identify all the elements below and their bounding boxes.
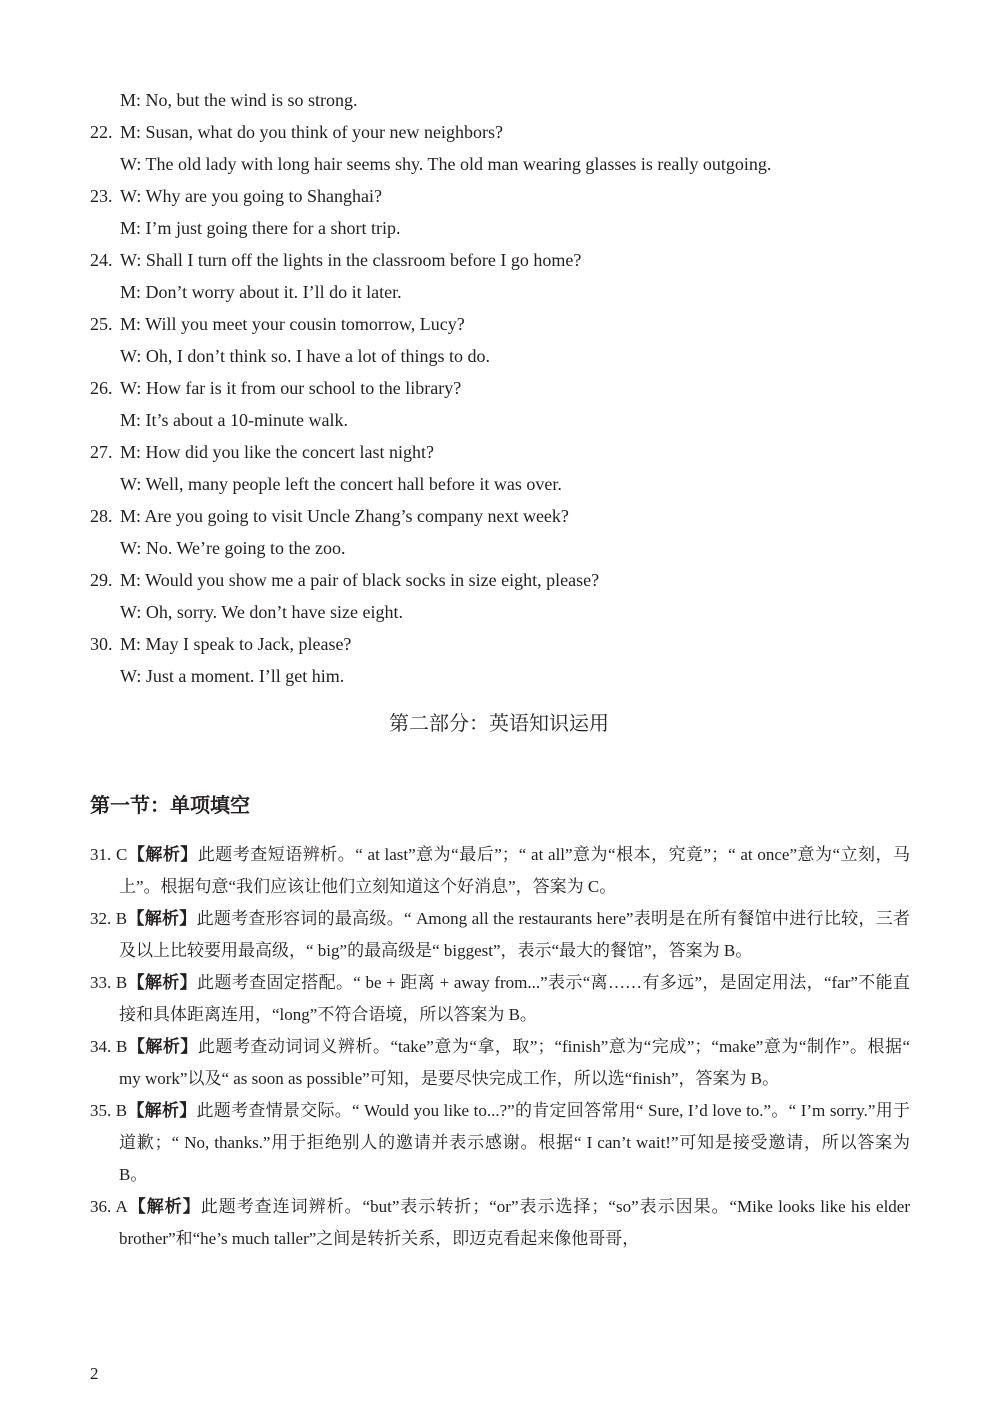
- dialogue-number: 24.: [90, 250, 113, 270]
- dialogue-text: M: I’m just going there for a short trip.: [120, 218, 401, 238]
- dialogue-line: [90, 500, 920, 532]
- answer-key: 33. B: [90, 973, 128, 992]
- analysis-text: 此题考查短语辨析。“ at last”意为“最后”；“ at all”意为“根本，究竟”；“ at once”意为“立刻，马上”。根据句意“我们应该让他们立刻知道这个好消息”，答案为 C。: [119, 845, 911, 896]
- dialogue-text: M: Will you meet your cousin tomorrow, Lucy?: [120, 314, 465, 334]
- answer-key: 31. C: [90, 845, 128, 864]
- analysis-text: 此题考查情景交际。“ Would you like to...?”的肯定回答常用“ Sure, I’d love to.”。“ I’m sorry.”用于道歉；“ No, thanks.”用于拒绝别人的邀请并表示感谢。根据“ I can’t wait!”可知是接受邀请，所以答案为 B。: [119, 1101, 911, 1184]
- dialogue-line: [90, 180, 920, 212]
- analysis-tag: 【解析】: [127, 845, 198, 864]
- dialogue-number: 26.: [90, 378, 113, 398]
- dialogue-text: M: Would you show me a pair of black socks in size eight, please?: [120, 570, 600, 590]
- analysis-text: 此题考查动词词义辨析。“take”意为“拿，取”；“finish”意为“完成”；“make”意为“制作”。根据“ my work”以及“ as soon as possible”可知，是要尽快完成工作，所以选“finish”，答案为 B。: [119, 1037, 911, 1088]
- dialogue-line: [90, 436, 920, 468]
- dialogue-text: M: Susan, what do you think of your new neighbors?: [120, 122, 503, 142]
- dialogue-text: M: May I speak to Jack, please?: [120, 634, 352, 654]
- dialogue-number: 29.: [90, 570, 113, 590]
- dialogue-line: [90, 276, 920, 308]
- analysis-text: 此题考查形容词的最高级。“ Among all the restaurants here”表明是在所有餐馆中进行比较，三者及以上比较要用最高级，“ big”的最高级是“ biggest”，表示“最大的餐馆”，答案为 B。: [119, 909, 910, 960]
- dialogue-line: [90, 116, 920, 148]
- part-title: 第二部分：英语知识运用: [389, 711, 609, 735]
- dialogue-number: 28.: [90, 506, 113, 526]
- analysis-tag: 【解析】: [127, 973, 198, 992]
- dialogue-text: W: Oh, sorry. We don’t have size eight.: [120, 602, 403, 622]
- analysis-tag: 【解析】: [127, 1037, 198, 1056]
- answer-explanations: [90, 839, 910, 1255]
- dialogue-line: [90, 340, 920, 372]
- dialogue-line: [90, 628, 920, 660]
- dialogue-number: 22.: [90, 122, 113, 142]
- dialogue-text: M: Don’t worry about it. I’ll do it later.: [120, 282, 402, 302]
- answer-key: 34. B: [90, 1037, 128, 1056]
- dialogue-text: W: The old lady with long hair seems shy. The old man wearing glasses is really outgoing.: [120, 154, 772, 174]
- dialogue-text: M: No, but the wind is so strong.: [120, 90, 358, 110]
- dialogue-text: M: It’s about a 10-minute walk.: [120, 410, 348, 430]
- answer-item: [90, 1095, 910, 1191]
- answer-item: [90, 1031, 910, 1095]
- analysis-text: 此题考查连词辨析。“but”表示转折；“or”表示选择；“so”表示因果。“Mike looks like his elder brother”和“he’s much taller”之间是转折关系，即迈克看起来像他哥哥，: [119, 1197, 910, 1248]
- answer-item: [90, 1191, 910, 1255]
- answer-item: [90, 903, 910, 967]
- dialogue-line: [90, 244, 920, 276]
- answer-item: [90, 967, 910, 1031]
- dialogue-text: W: Shall I turn off the lights in the classroom before I go home?: [120, 250, 582, 270]
- dialogue-text: W: Well, many people left the concert hall before it was over.: [120, 474, 562, 494]
- dialogue-text: W: Just a moment. I’ll get him.: [120, 666, 345, 686]
- dialogue-text: M: Are you going to visit Uncle Zhang’s company next week?: [120, 506, 569, 526]
- answer-key: 35. B: [90, 1101, 128, 1120]
- dialogue-line: [90, 372, 920, 404]
- analysis-tag: 【解析】: [127, 909, 197, 928]
- dialogue-text: W: No. We’re going to the zoo.: [120, 538, 346, 558]
- dialogue-text: W: How far is it from our school to the library?: [120, 378, 462, 398]
- dialogue-text: M: How did you like the concert last night?: [120, 442, 434, 462]
- dialogue-number: 30.: [90, 634, 113, 654]
- answer-item: [90, 839, 910, 903]
- page-number: 2: [90, 1364, 99, 1383]
- dialogue-number: 25.: [90, 314, 113, 334]
- dialogue-line: [90, 404, 920, 436]
- section-title: 第一节：单项填空: [90, 795, 250, 817]
- analysis-tag: 【解析】: [127, 1101, 197, 1120]
- dialogue-line: [90, 532, 920, 564]
- dialogue-line: [90, 660, 920, 692]
- analysis-tag: 【解析】: [127, 1197, 201, 1216]
- dialogue-line: [90, 212, 920, 244]
- dialogue-number: 27.: [90, 442, 113, 462]
- listening-transcript: [90, 84, 920, 692]
- dialogue-line: [90, 564, 920, 596]
- dialogue-text: W: Why are you going to Shanghai?: [120, 186, 382, 206]
- dialogue-line: [90, 308, 920, 340]
- dialogue-number: 23.: [90, 186, 113, 206]
- answer-key: 36. A: [90, 1197, 128, 1216]
- dialogue-line: [90, 468, 920, 500]
- analysis-text: 此题考查固定搭配。“ be + 距离 + away from...”表示“离……有多远”，是固定用法，“far”不能直接和具体距离连用，“long”不符合语境，所以答案为 B。: [119, 973, 910, 1024]
- dialogue-text: W: Oh, I don’t think so. I have a lot of things to do.: [120, 346, 490, 366]
- answer-key: 32. B: [90, 909, 128, 928]
- dialogue-line: [90, 84, 920, 116]
- dialogue-line: [90, 596, 920, 628]
- dialogue-line: [90, 148, 920, 180]
